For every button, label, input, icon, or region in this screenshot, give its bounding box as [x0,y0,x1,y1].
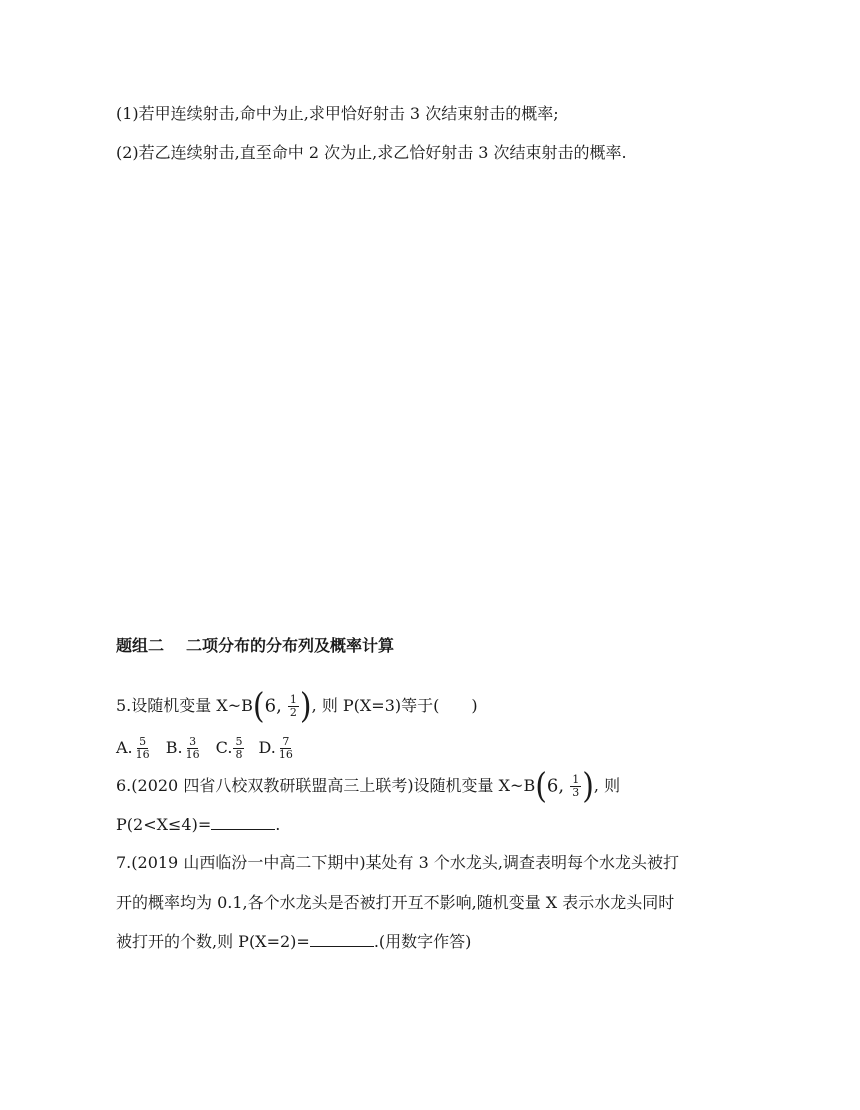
option-a-fraction [134,736,152,761]
option-a-num: 5 [139,735,147,748]
q5-prefix: 5.设随机变量 X~B [116,696,253,715]
q5-p-fraction [288,694,299,719]
option-c-label: C. [215,738,233,757]
q6-p-num: 1 [572,773,580,786]
q6-prefix: 6.(2020 四省八校双教研联盟高三上联考)设随机变量 X~B [116,776,536,795]
q5-p-den: 2 [289,706,297,719]
option-d[interactable] [258,735,296,761]
right-paren-icon: ) [299,685,312,727]
q7-line3-prefix: 被打开的个数,则 P(X=2)= [116,932,310,951]
question-6 [116,765,621,807]
q5-n: 6, [264,695,282,717]
q6-line2-prefix: P(2<X≤4)= [116,815,212,834]
q6-line2-suffix: . [275,815,281,834]
q7-answer-blank[interactable] [310,932,374,947]
section-heading [116,636,394,656]
part1-question-2: (2)若乙连续射击,直至命中 2 次为止,求乙恰好射击 3 次结束射击的概率. [116,143,627,162]
q5-suffix: , 则 P(X=3)等于( ) [311,696,478,715]
q6-n: 6, [546,775,565,797]
option-b-fraction [184,736,202,761]
option-a[interactable] [116,735,153,761]
option-c[interactable] [215,735,246,761]
option-c-den: 8 [235,748,243,761]
option-c-fraction [233,736,244,761]
left-paren-icon: ( [252,685,265,727]
question-7-line-2: 开的概率均为 0.1,各个水龙头是否被打开互不影响,随机变量 X 表示水龙头同时 [116,893,675,912]
option-d-num: 7 [282,735,290,748]
part1-question-1: (1)若甲连续射击,命中为止,求甲恰好射击 3 次结束射击的概率; [116,104,559,123]
q6-answer-blank[interactable] [211,815,275,830]
option-a-label: A. [116,738,133,757]
question-7-line-1: 7.(2019 山西临汾一中高二下期中)某处有 3 个水龙头,调查表明每个水龙头被打 [116,853,679,872]
option-a-den: 16 [135,748,150,761]
question-5-options [116,736,304,761]
option-c-num: 5 [235,735,243,748]
q6-p-fraction [570,774,581,799]
option-d-den: 16 [278,748,293,761]
option-b[interactable] [165,735,203,761]
option-b-num: 3 [189,735,197,748]
option-d-label: D. [258,738,276,757]
question-6-line-2 [116,815,280,835]
left-paren-icon: ( [535,765,547,807]
q7-line3-suffix: .(用数字作答) [373,932,472,951]
q6-suffix: , 则 [593,776,621,795]
option-b-label: B. [165,738,183,757]
section-heading-title: 二项分布的分布列及概率计算 [186,636,395,655]
option-d-fraction [277,736,295,761]
question-7-line-3 [116,932,471,952]
section-heading-label: 题组二 [116,636,165,655]
q5-p-num: 1 [289,693,297,706]
question-5 [116,685,478,727]
option-b-den: 16 [185,748,200,761]
right-paren-icon: ) [582,765,594,807]
q6-p-den: 3 [572,786,580,799]
